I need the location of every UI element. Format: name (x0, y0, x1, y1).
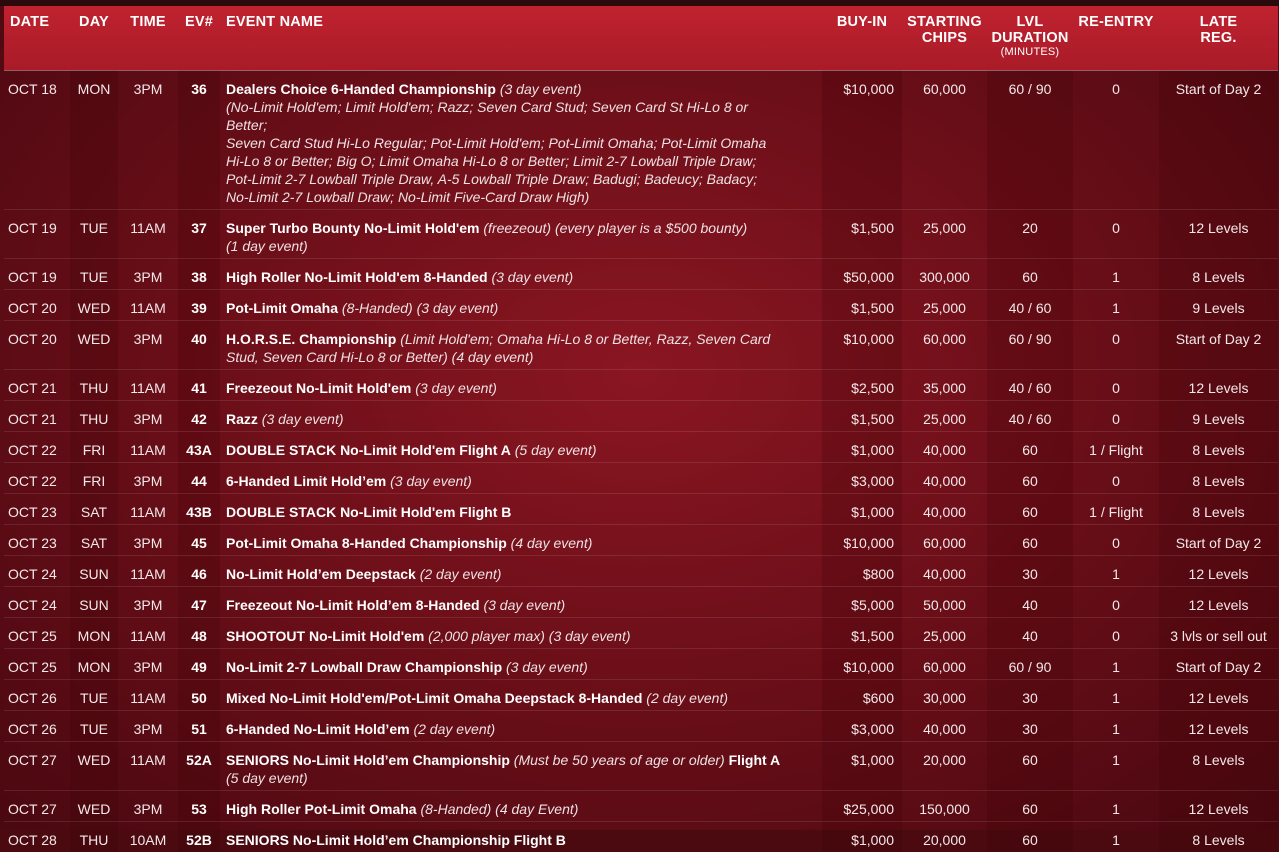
cell-event-name (220, 369, 822, 400)
schedule-body (4, 70, 1278, 852)
cell-starting-chips: 35,000 (902, 369, 987, 400)
table-row (4, 320, 1278, 369)
table-row (4, 617, 1278, 648)
header-starting-chips (902, 6, 987, 70)
event-title: H.O.R.S.E. Championship (226, 330, 397, 347)
cell-level-duration: 60 (987, 524, 1073, 555)
cell-day: WED (70, 320, 118, 369)
cell-time: 3PM (118, 70, 178, 209)
cell-starting-chips: 40,000 (902, 462, 987, 493)
event-title: Super Turbo Bounty No-Limit Hold'em (226, 219, 480, 236)
cell-event-name (220, 648, 822, 679)
cell-day: THU (70, 400, 118, 431)
cell-event-number: 48 (178, 617, 220, 648)
table-row (4, 369, 1278, 400)
table-row (4, 258, 1278, 289)
event-detail: (3 day event) (487, 268, 574, 285)
cell-starting-chips: 20,000 (902, 821, 987, 852)
header-reentry: RE-ENTRY (1078, 14, 1154, 30)
cell-late-reg: 12 Levels (1159, 586, 1278, 617)
event-title: High Roller Pot-Limit Omaha (226, 800, 417, 817)
event-detail: (2 day event) (642, 689, 728, 706)
cell-time: 3PM (118, 710, 178, 741)
cell-event-number: 52A (178, 741, 220, 790)
cell-event-name (220, 258, 822, 289)
cell-reentry: 1 (1073, 741, 1159, 790)
event-detail: Seven Card Stud Hi-Lo Regular; Pot-Limit Hold'em; Pot-Limit Omaha; Pot-Limit Omaha (226, 134, 767, 151)
cell-date: OCT 23 (4, 493, 70, 524)
event-detail: No-Limit 2-7 Lowball Draw; No-Limit Five-Card Draw High) (226, 188, 590, 205)
cell-date: OCT 22 (4, 431, 70, 462)
cell-event-name (220, 821, 822, 852)
cell-time: 11AM (118, 741, 178, 790)
cell-starting-chips: 150,000 (902, 790, 987, 821)
cell-buyin: $1,000 (822, 493, 902, 524)
cell-day: THU (70, 369, 118, 400)
cell-late-reg: 12 Levels (1159, 369, 1278, 400)
event-detail: Stud, Seven Card Hi-Lo 8 or Better) (4 day event) (226, 348, 534, 365)
header-late-line1: LATE (1199, 14, 1238, 30)
cell-buyin: $10,000 (822, 524, 902, 555)
cell-starting-chips: 40,000 (902, 555, 987, 586)
cell-day: MON (70, 617, 118, 648)
cell-level-duration: 60 (987, 493, 1073, 524)
cell-event-number: 51 (178, 710, 220, 741)
cell-day: WED (70, 289, 118, 320)
cell-starting-chips: 60,000 (902, 524, 987, 555)
cell-event-name (220, 617, 822, 648)
cell-event-name (220, 741, 822, 790)
header-chips-line1: STARTING (907, 14, 982, 30)
cell-event-name (220, 555, 822, 586)
cell-day: TUE (70, 710, 118, 741)
cell-level-duration: 60 / 90 (987, 320, 1073, 369)
cell-starting-chips: 25,000 (902, 400, 987, 431)
cell-buyin: $600 (822, 679, 902, 710)
cell-level-duration: 30 (987, 679, 1073, 710)
event-title: SHOOTOUT No-Limit Hold'em (226, 627, 425, 644)
cell-event-name (220, 431, 822, 462)
cell-date: OCT 25 (4, 617, 70, 648)
cell-buyin: $5,000 (822, 586, 902, 617)
header-chips-line2: CHIPS (921, 30, 968, 46)
cell-time: 3PM (118, 524, 178, 555)
cell-date: OCT 19 (4, 258, 70, 289)
cell-day: FRI (70, 431, 118, 462)
cell-event-name (220, 710, 822, 741)
cell-level-duration: 30 (987, 555, 1073, 586)
table-row (4, 70, 1278, 209)
table-row (4, 289, 1278, 320)
cell-buyin: $1,500 (822, 400, 902, 431)
cell-reentry: 1 (1073, 710, 1159, 741)
cell-level-duration: 60 (987, 258, 1073, 289)
cell-late-reg: 8 Levels (1159, 431, 1278, 462)
cell-reentry: 0 (1073, 320, 1159, 369)
cell-time: 11AM (118, 209, 178, 258)
cell-event-number: 46 (178, 555, 220, 586)
event-title: Flight A (728, 751, 781, 768)
cell-event-number: 52B (178, 821, 220, 852)
event-detail: (2 day event) (409, 720, 496, 737)
event-detail: (3 day event) (257, 410, 344, 427)
header-event-name: EVENT NAME (226, 14, 324, 30)
event-detail: (3 day event) (479, 596, 566, 613)
cell-level-duration: 20 (987, 209, 1073, 258)
cell-starting-chips: 25,000 (902, 209, 987, 258)
cell-day: TUE (70, 679, 118, 710)
cell-date: OCT 27 (4, 790, 70, 821)
cell-time: 3PM (118, 400, 178, 431)
event-title: SENIORS No-Limit Hold’em Championship (226, 751, 510, 768)
cell-day: SUN (70, 555, 118, 586)
table-row (4, 524, 1278, 555)
cell-day: WED (70, 790, 118, 821)
cell-late-reg: 8 Levels (1159, 741, 1278, 790)
cell-reentry: 0 (1073, 524, 1159, 555)
cell-reentry: 0 (1073, 400, 1159, 431)
cell-date: OCT 28 (4, 821, 70, 852)
cell-event-name (220, 790, 822, 821)
event-detail: (3 day event) (386, 472, 472, 489)
header-lvl-line1: LVL (1016, 14, 1044, 30)
event-detail: (3 day event) (495, 80, 582, 97)
event-title: Dealers Choice 6-Handed Championship (226, 80, 496, 97)
cell-day: MON (70, 648, 118, 679)
event-detail: Pot-Limit 2-7 Lowball Triple Draw, A-5 Lowball Triple Draw; Badugi; Badeucy; Badacy; (226, 170, 758, 187)
event-detail: (8-Handed) (4 day Event) (416, 800, 579, 817)
event-detail: (freezeout) (every player is a $500 bounty) (479, 219, 748, 236)
cell-starting-chips: 40,000 (902, 493, 987, 524)
cell-time: 11AM (118, 369, 178, 400)
cell-reentry: 1 (1073, 679, 1159, 710)
cell-buyin: $3,000 (822, 462, 902, 493)
header-buyin: BUY-IN (836, 14, 888, 30)
cell-date: OCT 26 (4, 710, 70, 741)
cell-level-duration: 60 (987, 790, 1073, 821)
cell-event-number: 42 (178, 400, 220, 431)
cell-late-reg: 8 Levels (1159, 462, 1278, 493)
cell-starting-chips: 60,000 (902, 320, 987, 369)
cell-reentry: 1 (1073, 258, 1159, 289)
header-time: TIME (130, 14, 166, 30)
cell-reentry: 0 (1073, 369, 1159, 400)
header-late-line2: REG. (1200, 30, 1237, 46)
cell-event-name (220, 679, 822, 710)
event-title: DOUBLE STACK No-Limit Hold'em Flight B (226, 503, 512, 520)
cell-event-number: 44 (178, 462, 220, 493)
cell-buyin: $25,000 (822, 790, 902, 821)
event-title: Freezeout No-Limit Hold'em (226, 379, 412, 396)
cell-event-name (220, 209, 822, 258)
cell-level-duration: 40 (987, 586, 1073, 617)
cell-level-duration: 60 (987, 741, 1073, 790)
event-title: 6-Handed Limit Hold’em (226, 472, 387, 489)
cell-day: TUE (70, 258, 118, 289)
cell-event-number: 38 (178, 258, 220, 289)
cell-starting-chips: 60,000 (902, 70, 987, 209)
cell-date: OCT 27 (4, 741, 70, 790)
cell-level-duration: 60 / 90 (987, 70, 1073, 209)
cell-buyin: $10,000 (822, 648, 902, 679)
event-title: 6-Handed No-Limit Hold’em (226, 720, 410, 737)
cell-starting-chips: 300,000 (902, 258, 987, 289)
cell-day: WED (70, 741, 118, 790)
cell-late-reg: Start of Day 2 (1159, 320, 1278, 369)
event-detail: (1 day event) (226, 237, 308, 254)
event-detail: (No-Limit Hold'em; Limit Hold'em; Razz; Seven Card Stud; Seven Card St Hi-Lo 8 or Better; (226, 98, 748, 133)
cell-event-number: 43B (178, 493, 220, 524)
event-title: Freezeout No-Limit Hold’em 8-Handed (226, 596, 480, 613)
cell-buyin: $1,500 (822, 289, 902, 320)
event-detail: (5 day event) (510, 441, 597, 458)
event-title: SENIORS No-Limit Hold’em Championship Flight B (226, 831, 566, 848)
cell-date: OCT 18 (4, 70, 70, 209)
event-title: No-Limit Hold’em Deepstack (226, 565, 416, 582)
table-row (4, 586, 1278, 617)
cell-date: OCT 25 (4, 648, 70, 679)
cell-day: FRI (70, 462, 118, 493)
event-detail: (5 day event) (226, 769, 308, 786)
cell-buyin: $3,000 (822, 710, 902, 741)
cell-date: OCT 22 (4, 462, 70, 493)
cell-day: SUN (70, 586, 118, 617)
cell-late-reg: Start of Day 2 (1159, 524, 1278, 555)
event-detail: (Limit Hold'em; Omaha Hi-Lo 8 or Better, Razz, Seven Card (396, 330, 771, 347)
cell-late-reg: 8 Levels (1159, 821, 1278, 852)
cell-event-name (220, 462, 822, 493)
schedule-table (4, 6, 1278, 852)
cell-buyin: $1,000 (822, 821, 902, 852)
header-day: DAY (79, 14, 109, 30)
cell-date: OCT 20 (4, 289, 70, 320)
cell-reentry: 1 (1073, 648, 1159, 679)
cell-level-duration: 40 / 60 (987, 289, 1073, 320)
cell-reentry: 0 (1073, 209, 1159, 258)
cell-event-number: 36 (178, 70, 220, 209)
cell-late-reg: 9 Levels (1159, 400, 1278, 431)
table-row (4, 431, 1278, 462)
cell-starting-chips: 30,000 (902, 679, 987, 710)
cell-time: 11AM (118, 431, 178, 462)
table-row (4, 741, 1278, 790)
cell-starting-chips: 25,000 (902, 617, 987, 648)
cell-event-number: 49 (178, 648, 220, 679)
cell-event-number: 50 (178, 679, 220, 710)
cell-day: THU (70, 821, 118, 852)
event-detail: (8-Handed) (3 day event) (338, 299, 499, 316)
cell-late-reg: 12 Levels (1159, 209, 1278, 258)
cell-starting-chips: 20,000 (902, 741, 987, 790)
cell-late-reg: 3 lvls or sell out (1159, 617, 1278, 648)
cell-buyin: $50,000 (822, 258, 902, 289)
cell-date: OCT 23 (4, 524, 70, 555)
cell-event-name (220, 289, 822, 320)
table-row (4, 462, 1278, 493)
cell-buyin: $2,500 (822, 369, 902, 400)
cell-date: OCT 24 (4, 586, 70, 617)
table-row (4, 555, 1278, 586)
cell-reentry: 0 (1073, 462, 1159, 493)
cell-time: 3PM (118, 320, 178, 369)
cell-reentry: 1 (1073, 289, 1159, 320)
cell-late-reg: 12 Levels (1159, 555, 1278, 586)
cell-event-number: 39 (178, 289, 220, 320)
cell-event-name (220, 493, 822, 524)
header-row (4, 6, 1278, 70)
cell-level-duration: 60 (987, 462, 1073, 493)
cell-buyin: $1,500 (822, 209, 902, 258)
cell-reentry: 1 (1073, 821, 1159, 852)
table-row (4, 679, 1278, 710)
cell-level-duration: 60 / 90 (987, 648, 1073, 679)
cell-event-name (220, 400, 822, 431)
cell-starting-chips: 50,000 (902, 586, 987, 617)
header-date: DATE (10, 14, 50, 30)
event-title: No-Limit 2-7 Lowball Draw Championship (226, 658, 503, 675)
cell-time: 3PM (118, 258, 178, 289)
cell-buyin: $1,000 (822, 741, 902, 790)
cell-level-duration: 40 / 60 (987, 369, 1073, 400)
cell-event-number: 40 (178, 320, 220, 369)
cell-level-duration: 60 (987, 821, 1073, 852)
cell-date: OCT 20 (4, 320, 70, 369)
cell-time: 3PM (118, 586, 178, 617)
cell-buyin: $10,000 (822, 70, 902, 209)
cell-date: OCT 21 (4, 369, 70, 400)
cell-starting-chips: 25,000 (902, 289, 987, 320)
cell-level-duration: 60 (987, 431, 1073, 462)
cell-late-reg: 8 Levels (1159, 258, 1278, 289)
cell-event-name (220, 586, 822, 617)
event-detail: (3 day event) (502, 658, 588, 675)
cell-late-reg: 9 Levels (1159, 289, 1278, 320)
cell-event-name (220, 320, 822, 369)
event-title: Pot-Limit Omaha 8-Handed Championship (226, 534, 507, 551)
cell-late-reg: Start of Day 2 (1159, 648, 1278, 679)
event-detail: (Must be 50 years of age or older) (509, 751, 729, 768)
event-title: DOUBLE STACK No-Limit Hold'em Flight A (226, 441, 511, 458)
table-row (4, 648, 1278, 679)
cell-late-reg: 12 Levels (1159, 710, 1278, 741)
cell-event-number: 41 (178, 369, 220, 400)
cell-buyin: $800 (822, 555, 902, 586)
cell-starting-chips: 60,000 (902, 648, 987, 679)
event-title: High Roller No-Limit Hold'em 8-Handed (226, 268, 488, 285)
table-row (4, 209, 1278, 258)
cell-buyin: $10,000 (822, 320, 902, 369)
cell-time: 3PM (118, 648, 178, 679)
cell-day: SAT (70, 493, 118, 524)
cell-time: 11AM (118, 493, 178, 524)
cell-level-duration: 40 (987, 617, 1073, 648)
table-row (4, 821, 1278, 852)
cell-reentry: 0 (1073, 617, 1159, 648)
cell-date: OCT 19 (4, 209, 70, 258)
cell-time: 3PM (118, 790, 178, 821)
event-title: Razz (226, 410, 258, 427)
event-title: Pot-Limit Omaha (226, 299, 339, 316)
table-row (4, 493, 1278, 524)
cell-reentry: 0 (1073, 70, 1159, 209)
cell-reentry: 0 (1073, 586, 1159, 617)
cell-level-duration: 40 / 60 (987, 400, 1073, 431)
header-lvl-line2: DURATION (991, 30, 1069, 46)
cell-reentry: 1 / Flight (1073, 493, 1159, 524)
cell-late-reg: 12 Levels (1159, 790, 1278, 821)
cell-day: SAT (70, 524, 118, 555)
cell-buyin: $1,500 (822, 617, 902, 648)
cell-day: TUE (70, 209, 118, 258)
cell-event-number: 45 (178, 524, 220, 555)
cell-event-number: 47 (178, 586, 220, 617)
event-detail: (2 day event) (415, 565, 502, 582)
cell-event-name (220, 524, 822, 555)
cell-time: 11AM (118, 617, 178, 648)
table-row (4, 710, 1278, 741)
cell-reentry: 1 (1073, 555, 1159, 586)
event-detail: (4 day event) (506, 534, 593, 551)
cell-reentry: 1 (1073, 790, 1159, 821)
cell-starting-chips: 40,000 (902, 710, 987, 741)
cell-time: 11AM (118, 679, 178, 710)
header-level-duration (987, 6, 1073, 70)
table-row (4, 790, 1278, 821)
cell-day: MON (70, 70, 118, 209)
cell-event-number: 37 (178, 209, 220, 258)
cell-late-reg: 8 Levels (1159, 493, 1278, 524)
cell-time: 3PM (118, 462, 178, 493)
cell-reentry: 1 / Flight (1073, 431, 1159, 462)
event-detail: (2,000 player max) (3 day event) (424, 627, 631, 644)
cell-event-number: 43A (178, 431, 220, 462)
event-detail: Hi-Lo 8 or Better; Big O; Limit Omaha Hi-Lo 8 or Better; Limit 2-7 Lowball Triple Draw; (226, 152, 757, 169)
cell-date: OCT 24 (4, 555, 70, 586)
cell-buyin: $1,000 (822, 431, 902, 462)
event-title: Mixed No-Limit Hold'em/Pot-Limit Omaha Deepstack 8-Handed (226, 689, 643, 706)
event-detail: (3 day event) (411, 379, 497, 396)
header-ev: EV# (184, 14, 213, 30)
cell-event-number: 53 (178, 790, 220, 821)
cell-late-reg: 12 Levels (1159, 679, 1278, 710)
cell-date: OCT 26 (4, 679, 70, 710)
header-late-reg (1159, 6, 1278, 70)
cell-date: OCT 21 (4, 400, 70, 431)
cell-level-duration: 30 (987, 710, 1073, 741)
cell-time: 10AM (118, 821, 178, 852)
cell-starting-chips: 40,000 (902, 431, 987, 462)
cell-event-name (220, 70, 822, 209)
cell-time: 11AM (118, 289, 178, 320)
header-lvl-unit: (MINUTES) (1000, 46, 1060, 58)
table-row (4, 400, 1278, 431)
cell-time: 11AM (118, 555, 178, 586)
cell-late-reg: Start of Day 2 (1159, 70, 1278, 209)
